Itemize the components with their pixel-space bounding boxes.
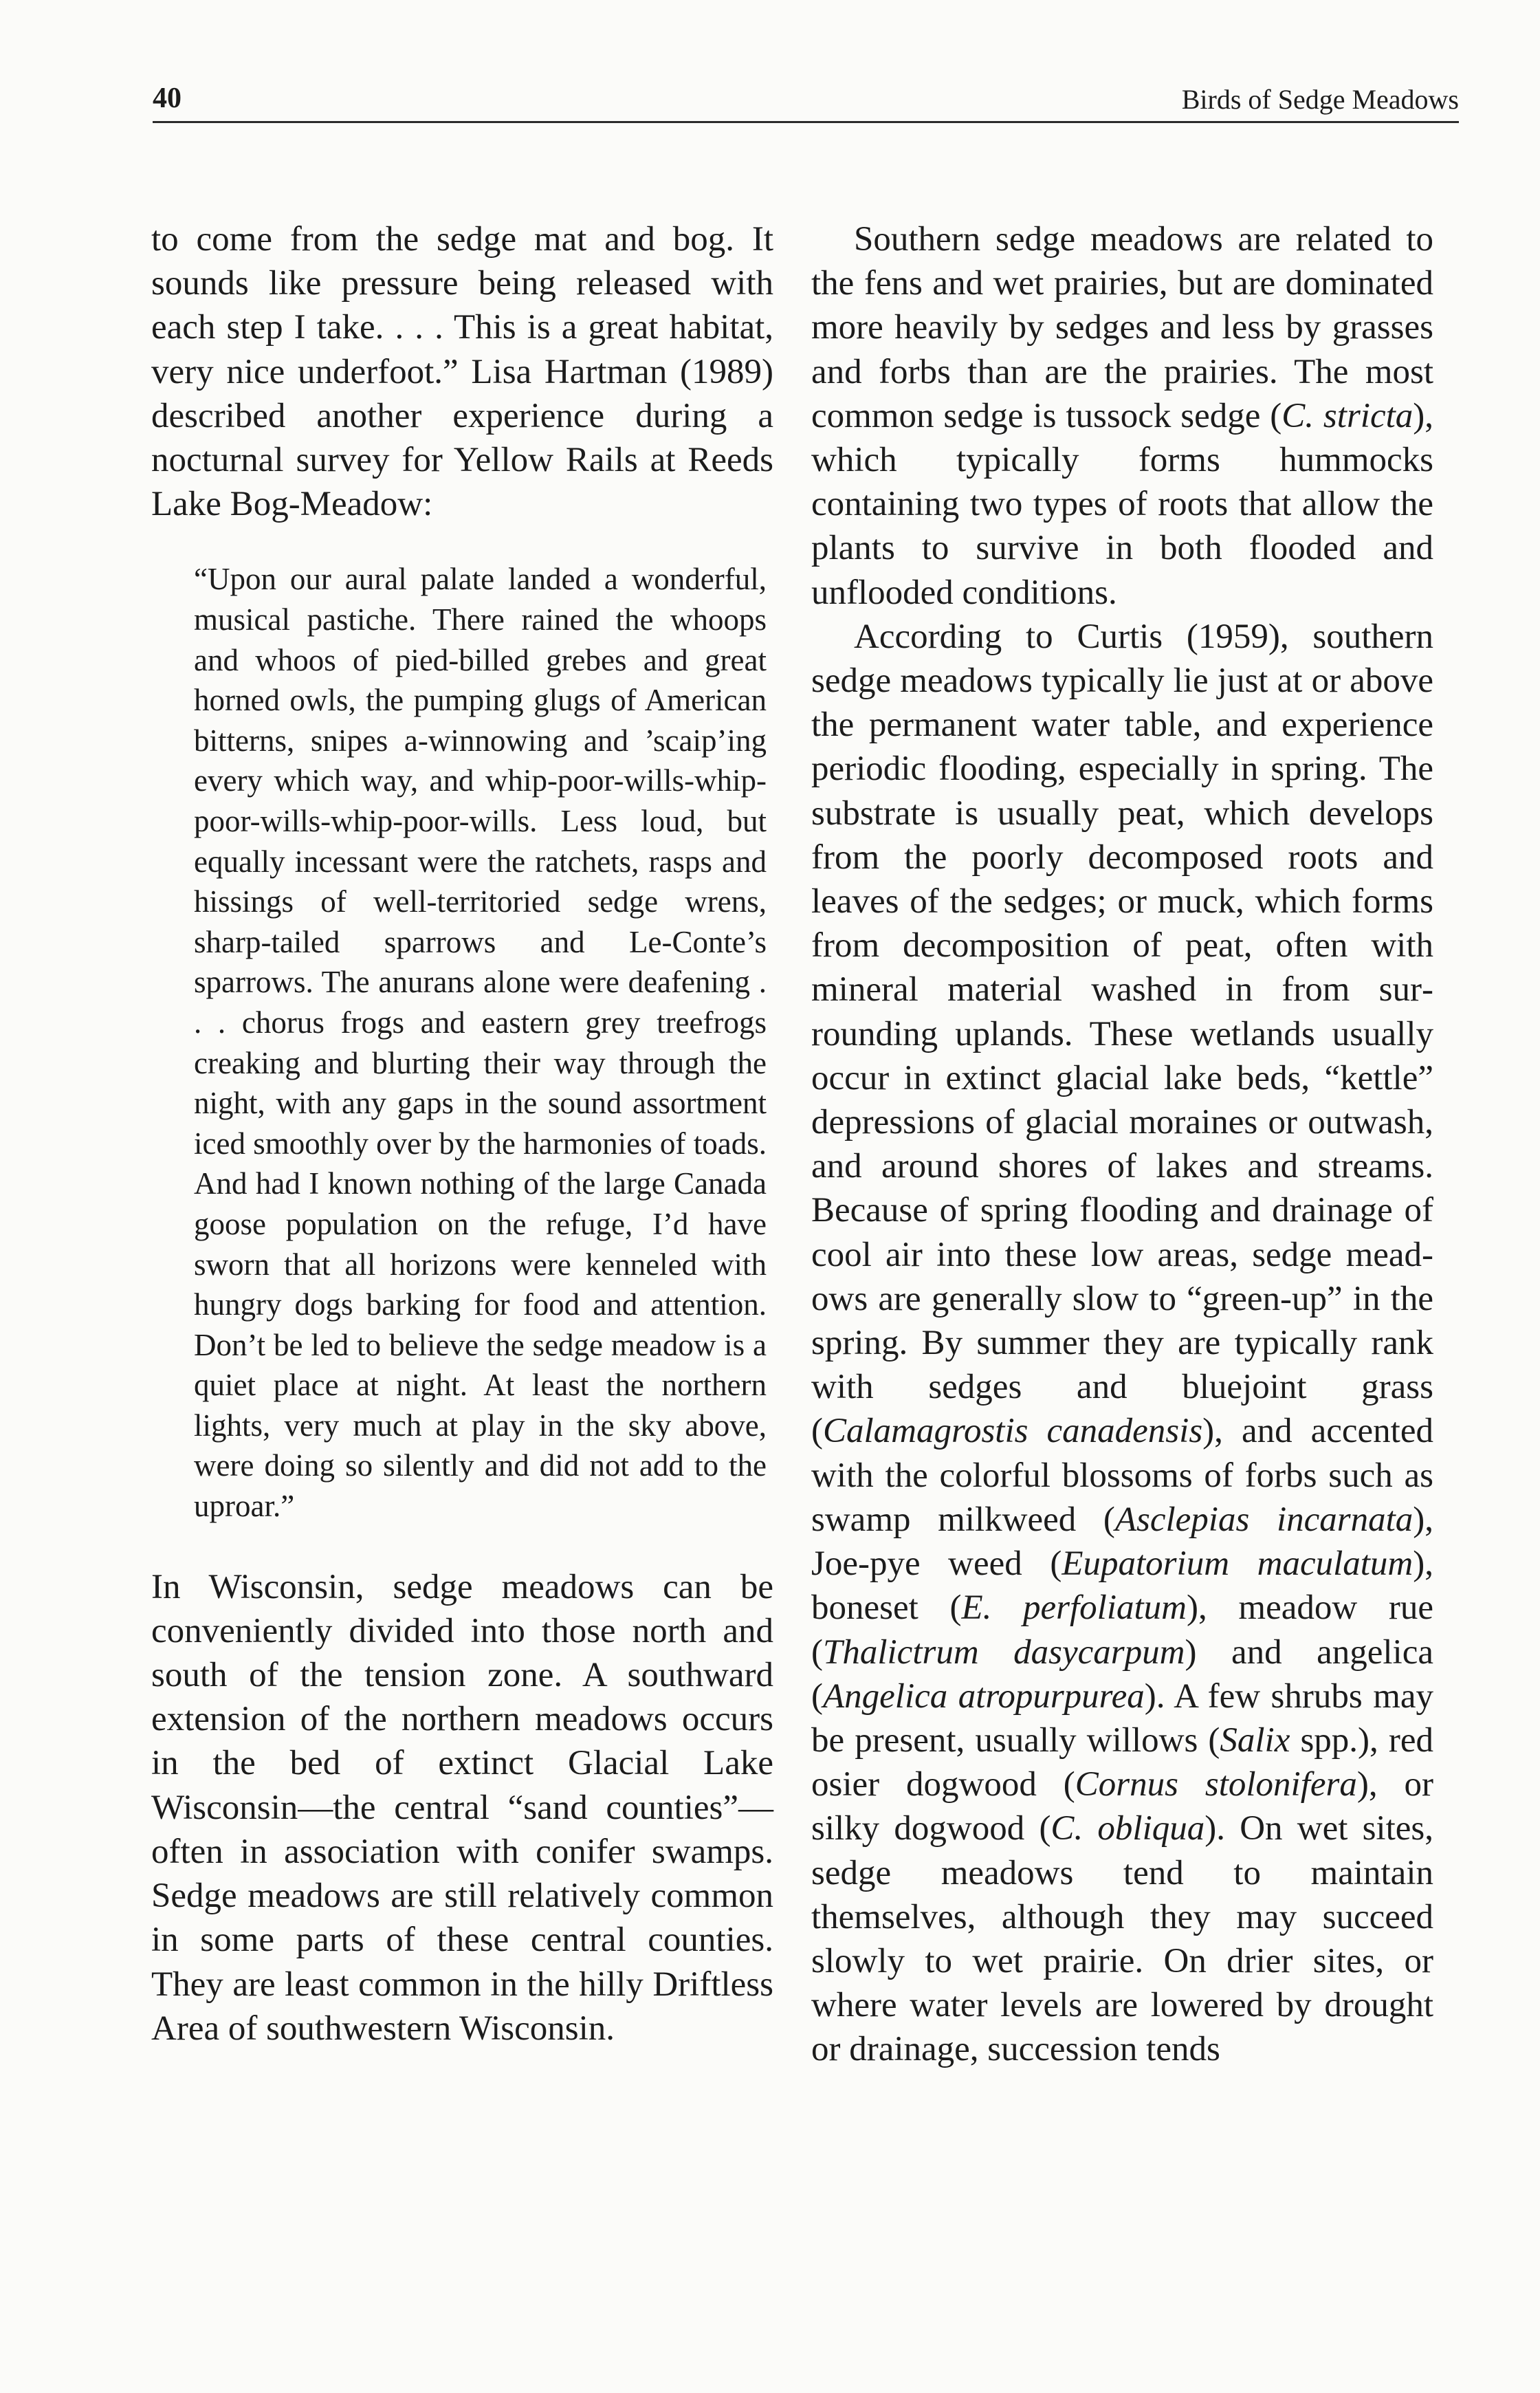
paragraph [811,615,1433,2072]
text-run: According to Curtis (1959), southern sedge meadows typically lie just at or above the permanent water table, and experience periodic flooding, especially in spring. The substrate is usually peat, which develops from the poorly decomposed roots and leaves of the sedges; or muck, which forms from decomposition of peat, often with mineral material washed in from surrounding uplands. These wetlands usually occur in extinct glacial lake beds, “kettle” depressions of glacial moraines or outwash, and around shores of lakes and streams. Because of spring flooding and drainage of cool air into these low areas, sedge meadows are generally slow to “green-up” in the spring. By summer they are typically rank with sedges and bluejoint grass ( [811,617,1433,1451]
text-run: ), boneset ( [811,1544,1433,1628]
page-header [153,76,1459,121]
species-name: C. obliqua [1050,1809,1205,1848]
text-run: ), meadow rue ( [811,1588,1433,1672]
block-quote [151,559,773,1526]
species-name: Calamagrostis canadensis [822,1412,1203,1451]
page-number: 40 [153,83,182,114]
species-name: Thalictrum dasycarpum [822,1632,1185,1672]
species-name: Eupatorium maculatum [1062,1544,1414,1584]
paragraph: In Wisconsin, sedge meadows can be conveniently divided into those north and south of the tension zone. A southward extension of the northern meadows occurs in the bed of extinct Glacial Lake Wisconsin—the central “sand counties”—often in association with conifer swamps. Sedge meadows are still relatively common in some parts of these central counties. They are least common in the hilly Driftless Area of southwestern Wisconsin. [151,1567,773,2048]
species-name: Cornus stolonifera [1075,1765,1357,1804]
text-run: spp.), red osier dogwood ( [811,1720,1434,1804]
paragraph: to come from the sedge mat and bog. It sounds like pressure being released with each step I take. . . . This is a great habitat, very nice underfoot.” Lisa Hartman (1989) described another experience during a nocturnal survey for Yellow Rails at Reeds Lake Bog-Meadow: [151,220,773,524]
species-name: E. perfoliatum [961,1588,1187,1628]
running-title: Birds of Sedge Meadows [1181,84,1459,115]
text-run: ) and angelica ( [811,1632,1433,1716]
header-rule [153,121,1459,123]
text-run: ), or silky dogwood ( [811,1765,1433,1848]
species-name: Angelica atropurpurea [822,1676,1145,1716]
text-run: ). On wet sites, sedge meadows tend to maintain themselves, although they may succeed slowly to wet prairie. On drier sites, or where water levels are lowered by drought or drainage, succession tends [811,1809,1434,2069]
species-name: C. stricta [1282,396,1414,435]
species-name: Salix [1220,1720,1290,1760]
text-run: ), which typically forms hummocks containing two types of roots that allow the plants to survive in both flooded and unflooded conditions. [811,396,1433,612]
text-run: ). A few shrubs may be present, usually willows ( [811,1676,1434,1760]
text-run: ), and accented with the colorful blossoms of forbs such as swamp milkweed ( [811,1412,1433,1539]
left-column [151,217,773,2051]
text-run: Southern sedge meadows are related to the fens and wet prairies, but are dominated more heavily by sedges and less by grasses and forbs than are the prairies. The most common sedge is tussock sedge ( [811,220,1433,435]
text-run: ), Joe-pye weed ( [811,1500,1434,1584]
right-column [811,217,1433,2072]
species-name: Asclepias incarnata [1114,1500,1414,1539]
quote-text: “Upon our aural palate landed a wonderful, musical pastiche. There rained the whoops and whoos of pied-billed grebes and great horned owls, the pumping glugs of American bitterns, snipes a-winnowing and ’scaip’ing every which way, and whip-poor-wills-whip-poor-wills-whip-poor-wills. Less loud, but equally incessant were the ratchets, rasps and hissings of well-territoried sedge wrens, sharp-tailed sparrows and Le-Conte’s sparrows. The anurans alone were deafening . . . chorus frogs and eastern grey treefrogs creaking and blurting their way through the night, with any gaps in the sound assortment iced smoothly over by the harmonies of toads. And had I known nothing of the large Canada goose population on the refuge, I’d have sworn that all horizons were kenneled with hungry dogs barking for food and attention. Don’t be led to believe the sedge meadow is a quiet place at night. At least the northern lights, very much at play in the sky above, were doing so silently and did not add to the uproar.” [194,562,767,1524]
paragraph [811,217,1433,615]
